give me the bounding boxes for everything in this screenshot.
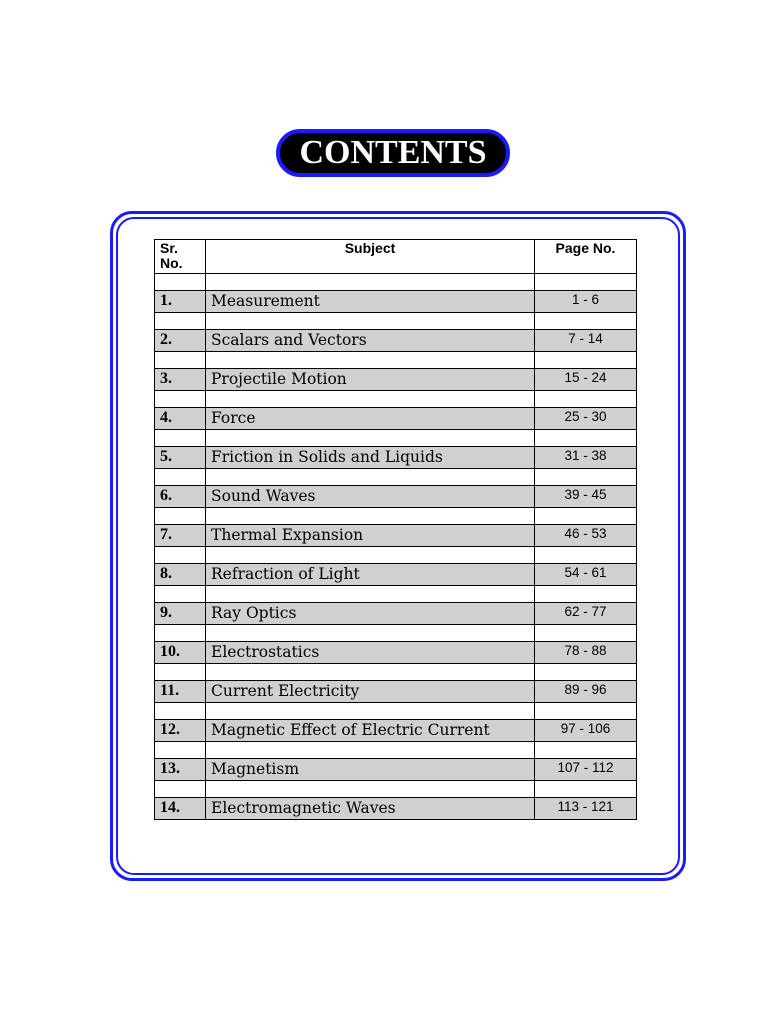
spacer-cell (535, 703, 637, 720)
page-range-cell: 54 - 61 (535, 564, 637, 586)
table-row (155, 525, 637, 547)
sr-no-cell: 3. (155, 369, 206, 391)
sr-no-cell: 12. (155, 720, 206, 742)
table-row (155, 564, 637, 586)
subject-cell: Projectile Motion (206, 369, 535, 391)
spacer-cell (535, 352, 637, 369)
page-range-cell: 1 - 6 (535, 291, 637, 313)
subject-cell: Electromagnetic Waves (206, 798, 535, 820)
spacer-cell (206, 430, 535, 447)
spacer-cell (535, 391, 637, 408)
spacer-cell (206, 508, 535, 525)
sr-no-cell: 1. (155, 291, 206, 313)
subject-cell: Magnetism (206, 759, 535, 781)
page-title: CONTENTS (276, 129, 510, 177)
spacer-cell (206, 586, 535, 603)
sr-no-cell: 4. (155, 408, 206, 430)
table-row (155, 486, 637, 508)
spacer-cell (155, 781, 206, 798)
spacer-cell (535, 586, 637, 603)
spacer-cell (155, 586, 206, 603)
contents-table (154, 239, 637, 820)
subject-cell: Ray Optics (206, 603, 535, 625)
spacer-row (155, 781, 637, 798)
spacer-cell (206, 547, 535, 564)
subject-cell: Friction in Solids and Liquids (206, 447, 535, 469)
table-row (155, 408, 637, 430)
spacer-cell (155, 352, 206, 369)
spacer-cell (206, 703, 535, 720)
page-range-cell: 25 - 30 (535, 408, 637, 430)
page-range-cell: 7 - 14 (535, 330, 637, 352)
sr-no-cell: 8. (155, 564, 206, 586)
subject-cell: Magnetic Effect of Electric Current (206, 720, 535, 742)
spacer-cell (206, 313, 535, 330)
table-header-row (155, 240, 637, 274)
page-range-cell: 39 - 45 (535, 486, 637, 508)
spacer-cell (155, 274, 206, 291)
sr-no-cell: 2. (155, 330, 206, 352)
spacer-cell (155, 703, 206, 720)
spacer-cell (206, 781, 535, 798)
sr-no-cell: 6. (155, 486, 206, 508)
spacer-row (155, 586, 637, 603)
spacer-cell (206, 625, 535, 642)
table-row (155, 291, 637, 313)
spacer-cell (155, 664, 206, 681)
spacer-cell (535, 274, 637, 291)
spacer-cell (206, 664, 535, 681)
header-page-no: Page No. (535, 240, 637, 274)
spacer-row (155, 313, 637, 330)
sr-no-cell: 11. (155, 681, 206, 703)
spacer-cell (535, 469, 637, 486)
table-row (155, 447, 637, 469)
spacer-cell (155, 547, 206, 564)
spacer-row (155, 274, 637, 291)
subject-cell: Electrostatics (206, 642, 535, 664)
spacer-cell (206, 274, 535, 291)
spacer-cell (206, 469, 535, 486)
sr-no-cell: 14. (155, 798, 206, 820)
spacer-cell (206, 391, 535, 408)
sr-no-cell: 7. (155, 525, 206, 547)
page-range-cell: 107 - 112 (535, 759, 637, 781)
subject-cell: Current Electricity (206, 681, 535, 703)
spacer-cell (535, 781, 637, 798)
page-range-cell: 15 - 24 (535, 369, 637, 391)
subject-cell: Measurement (206, 291, 535, 313)
spacer-cell (155, 430, 206, 447)
spacer-row (155, 625, 637, 642)
spacer-row (155, 703, 637, 720)
spacer-cell (535, 313, 637, 330)
subject-cell: Sound Waves (206, 486, 535, 508)
table-row (155, 798, 637, 820)
spacer-cell (155, 625, 206, 642)
spacer-cell (155, 508, 206, 525)
table-row (155, 681, 637, 703)
header-sr-no: Sr. No. (155, 240, 206, 274)
spacer-cell (535, 430, 637, 447)
sr-no-cell: 9. (155, 603, 206, 625)
sr-no-cell: 13. (155, 759, 206, 781)
page-range-cell: 31 - 38 (535, 447, 637, 469)
table-row (155, 330, 637, 352)
page-range-cell: 78 - 88 (535, 642, 637, 664)
spacer-row (155, 391, 637, 408)
page-range-cell: 62 - 77 (535, 603, 637, 625)
table-row (155, 642, 637, 664)
table-row (155, 603, 637, 625)
table-row (155, 720, 637, 742)
page-range-cell: 89 - 96 (535, 681, 637, 703)
spacer-row (155, 430, 637, 447)
page-range-cell: 46 - 53 (535, 525, 637, 547)
spacer-row (155, 352, 637, 369)
sr-no-cell: 10. (155, 642, 206, 664)
spacer-cell (206, 742, 535, 759)
subject-cell: Thermal Expansion (206, 525, 535, 547)
spacer-cell (535, 625, 637, 642)
sr-no-cell: 5. (155, 447, 206, 469)
spacer-cell (206, 352, 535, 369)
spacer-cell (535, 508, 637, 525)
spacer-cell (535, 664, 637, 681)
spacer-cell (155, 742, 206, 759)
spacer-row (155, 664, 637, 681)
spacer-row (155, 547, 637, 564)
spacer-cell (155, 391, 206, 408)
page-range-cell: 113 - 121 (535, 798, 637, 820)
spacer-cell (155, 313, 206, 330)
subject-cell: Refraction of Light (206, 564, 535, 586)
spacer-row (155, 508, 637, 525)
spacer-row (155, 469, 637, 486)
header-subject: Subject (206, 240, 535, 274)
subject-cell: Force (206, 408, 535, 430)
table-row (155, 369, 637, 391)
spacer-cell (535, 547, 637, 564)
spacer-row (155, 742, 637, 759)
page-range-cell: 97 - 106 (535, 720, 637, 742)
spacer-cell (535, 742, 637, 759)
spacer-cell (155, 469, 206, 486)
subject-cell: Scalars and Vectors (206, 330, 535, 352)
table-row (155, 759, 637, 781)
